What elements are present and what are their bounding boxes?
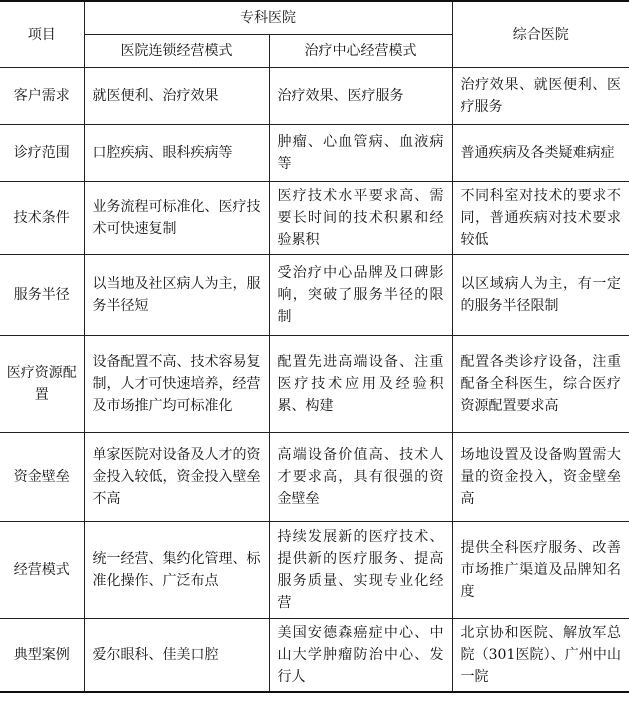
header-item: 项目 [0, 1, 84, 68]
row-chain: 统一经营、集约化管理、标准化操作、广泛布点 [84, 522, 269, 619]
row-general: 配置各类诊疗设备，注重配备全科医生，综合医疗资源配置要求高 [452, 336, 629, 433]
row-center: 医疗技术水平要求高、需要长时间的技术积累和经验累积 [269, 182, 452, 255]
row-general: 治疗效果、就医便利、医疗服务 [452, 68, 629, 125]
table-row [0, 125, 629, 182]
row-chain: 设备配置不高、技术容易复制，人才可快速培养，经营及市场推广均可标准化 [84, 336, 269, 433]
header-specialty: 专科医院 [84, 1, 452, 35]
row-center: 受治疗中心品牌及口碑影响，突破了服务半径的限制 [269, 255, 452, 336]
row-center: 美国安德森癌症中心、中山大学肿瘤防治中心、发行人 [269, 619, 452, 693]
header-chain: 医院连锁经营模式 [84, 35, 269, 68]
header-row-1 [0, 1, 629, 35]
row-general: 不同科室对技术的要求不同，普通疾病对技术要求较低 [452, 182, 629, 255]
row-center: 高端设备价值高、技术人才要求高，具有很强的资金壁垒 [269, 433, 452, 522]
row-chain: 口腔疾病、眼科疾病等 [84, 125, 269, 182]
header-general: 综合医院 [452, 1, 629, 68]
row-general: 场地设置及设备购置需大量的资金投入，资金壁垒高 [452, 433, 629, 522]
table-row [0, 433, 629, 522]
row-general: 提供全科医疗服务、改善市场推广渠道及品牌知名度 [452, 522, 629, 619]
table-row [0, 619, 629, 693]
row-item: 经营模式 [0, 522, 84, 619]
row-center: 肿瘤、心血管病、血液病等 [269, 125, 452, 182]
row-item: 服务半径 [0, 255, 84, 336]
row-item: 技术条件 [0, 182, 84, 255]
row-general: 北京协和医院、解放军总院（301医院）、广州中山一院 [452, 619, 629, 693]
table-row [0, 336, 629, 433]
row-chain: 单家医院对设备及人才的资金投入较低，资金投入壁垒不高 [84, 433, 269, 522]
row-center: 治疗效果、医疗服务 [269, 68, 452, 125]
row-item: 诊疗范围 [0, 125, 84, 182]
row-chain: 爱尔眼科、佳美口腔 [84, 619, 269, 693]
header-center: 治疗中心经营模式 [269, 35, 452, 68]
table-row [0, 68, 629, 125]
row-center: 持续发展新的医疗技术、提供新的医疗服务、提高服务质量、实现专业化经营 [269, 522, 452, 619]
row-chain: 就医便利、治疗效果 [84, 68, 269, 125]
row-general: 以区域病人为主，有一定的服务半径限制 [452, 255, 629, 336]
table-row [0, 182, 629, 255]
table-row [0, 255, 629, 336]
row-general: 普通疾病及各类疑难病症 [452, 125, 629, 182]
table-row [0, 522, 629, 619]
row-item: 典型案例 [0, 619, 84, 693]
row-item: 医疗资源配置 [0, 336, 84, 433]
row-chain: 以当地及社区病人为主，服务半径短 [84, 255, 269, 336]
row-item: 客户需求 [0, 68, 84, 125]
row-item: 资金壁垒 [0, 433, 84, 522]
row-center: 配置先进高端设备、注重医疗技术应用及经验积累、构建 [269, 336, 452, 433]
row-chain: 业务流程可标准化、医疗技术可快速复制 [84, 182, 269, 255]
